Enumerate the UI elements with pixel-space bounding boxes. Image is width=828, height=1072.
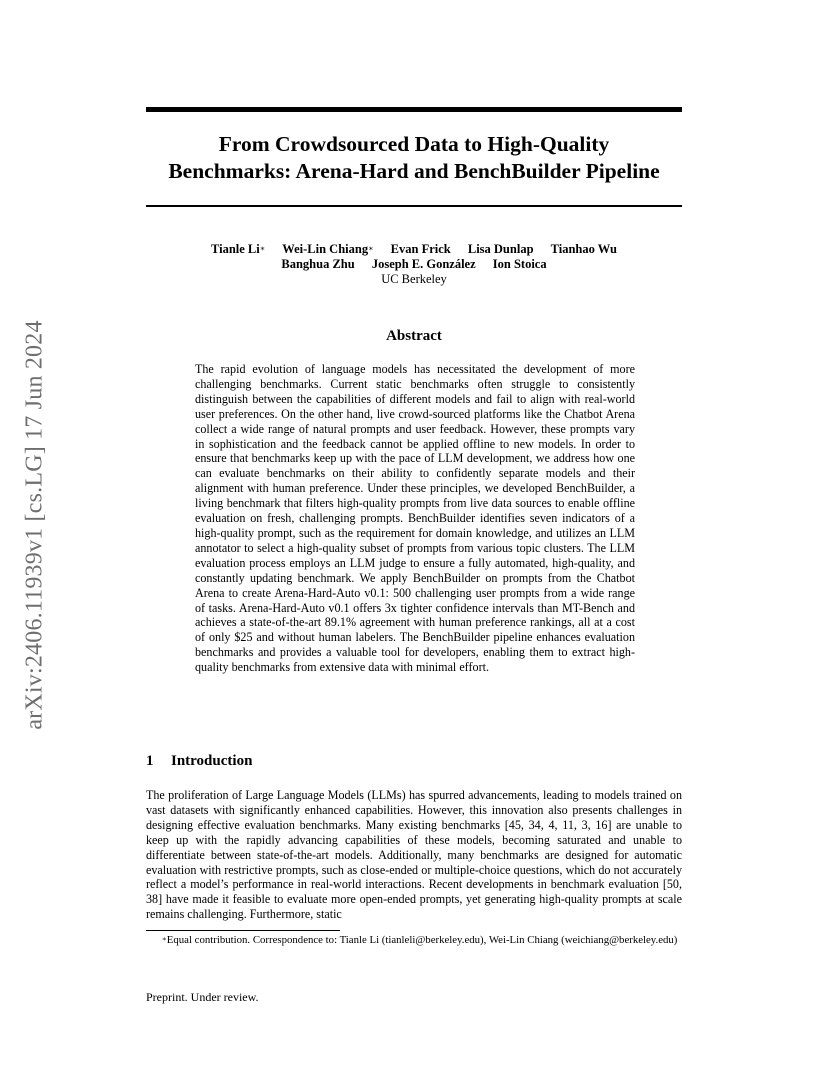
author: Banghua Zhu: [281, 257, 355, 271]
footnote: [146, 934, 682, 948]
section-heading: [146, 752, 252, 770]
author: Tianle Li∗: [210, 242, 266, 256]
author: Tianhao Wu: [550, 242, 618, 256]
introduction-paragraph: The proliferation of Large Language Models (LLMs) has spurred advancements, leading to models trained on vast datasets with significantly enhanced capabilities. However, this innovation also presents challenges in designing effective evaluation benchmarks. Many existing benchmarks [45, 34, 4, 11, 3, 16] are unable to keep up with the rapidly advancing capabilities of these models, becoming saturated and unable to differentiate between state-of-the-art models. Additionally, many benchmarks are designed for automatic evaluation with restrictive prompts, such as close-ended or multiple-choice questions, which do not accurately reflect a model’s performance in real-world interactions. Recent developments in benchmark evaluation [50, 38] have made it feasible to evaluate more open-ended prompts, yet generating high-quality prompts at scale remains challenging. Furthermore, static: [146, 788, 682, 922]
abstract-heading: Abstract: [386, 328, 442, 344]
author: Evan Frick: [390, 242, 451, 256]
author-row-2: [146, 257, 682, 272]
preprint-note: Preprint. Under review.: [146, 990, 259, 1004]
section-number: 1: [146, 753, 154, 769]
abstract-text: The rapid evolution of language models has necessitated the development of more challenging benchmarks. Current static benchmarks often struggle to consistently distinguish between the capabilities of different models and fail to align with real-world user preferences. On the other hand, live crowd-sourced platforms like the Chatbot Arena collect a wide range of natural prompts and user feedback. However, these prompts vary in sophistication and the feedback cannot be applied offline to new models. In order to ensure that benchmarks keep up with the pace of LLM development, we address how one can evaluate benchmarks on their ability to confidently separate models and their alignment with human preference. Under these principles, we developed BenchBuilder, a living benchmark that filters high-quality prompts from live data sources to enable offline evaluation on fresh, challenging prompts. BenchBuilder identifies seven indicators of a high-quality prompt, such as the requirement for domain knowledge, and utilizes an LLM annotator to select a high-quality subset of prompts from various topic clusters. The LLM evaluation process employs an LLM judge to ensure a fully automated, high-quality, and constantly updating benchmark. We apply BenchBuilder on prompts from the Chatbot Arena to create Arena-Hard-Auto v0.1: 500 challenging user prompts from a wide range of tasks. Arena-Hard-Auto v0.1 offers 3x tighter confidence intervals than MT-Bench and achieves a state-of-the-art 89.1% agreement with human preference rankings, all at a cost of only $25 and without human labelers. The BenchBuilder pipeline enhances evaluation benchmarks and provides a valuable tool for developers, enabling them to extract high-quality benchmarks from extensive data with minimal effort.: [195, 362, 635, 675]
affiliation: UC Berkeley: [381, 272, 447, 286]
footnote-text: Equal contribution. Correspondence to: Tianle Li (tianleli@berkeley.edu), Wei-Lin Chiang (weichiang@berkeley.edu): [166, 934, 678, 946]
arxiv-identifier: arXiv:2406.11939v1 [cs.LG] 17 Jun 2024: [21, 320, 48, 730]
footnote-mark: ∗: [162, 935, 167, 943]
title-bottom-rule: [146, 205, 682, 207]
author: Joseph E. González: [371, 257, 476, 271]
section-title: Introduction: [171, 753, 253, 769]
title-top-rule: [146, 107, 682, 112]
footnote-rule: [146, 930, 340, 931]
author: Wei-Lin Chiang∗: [282, 242, 374, 256]
paper-title: [146, 131, 682, 185]
author: Lisa Dunlap: [467, 242, 534, 256]
author: Ion Stoica: [492, 257, 547, 271]
title-line-2: Benchmarks: Arena-Hard and BenchBuilder Pipeline: [168, 159, 660, 183]
author-row-1: [146, 242, 682, 257]
title-line-1: From Crowdsourced Data to High-Quality: [218, 132, 610, 156]
author-block: [146, 242, 682, 287]
